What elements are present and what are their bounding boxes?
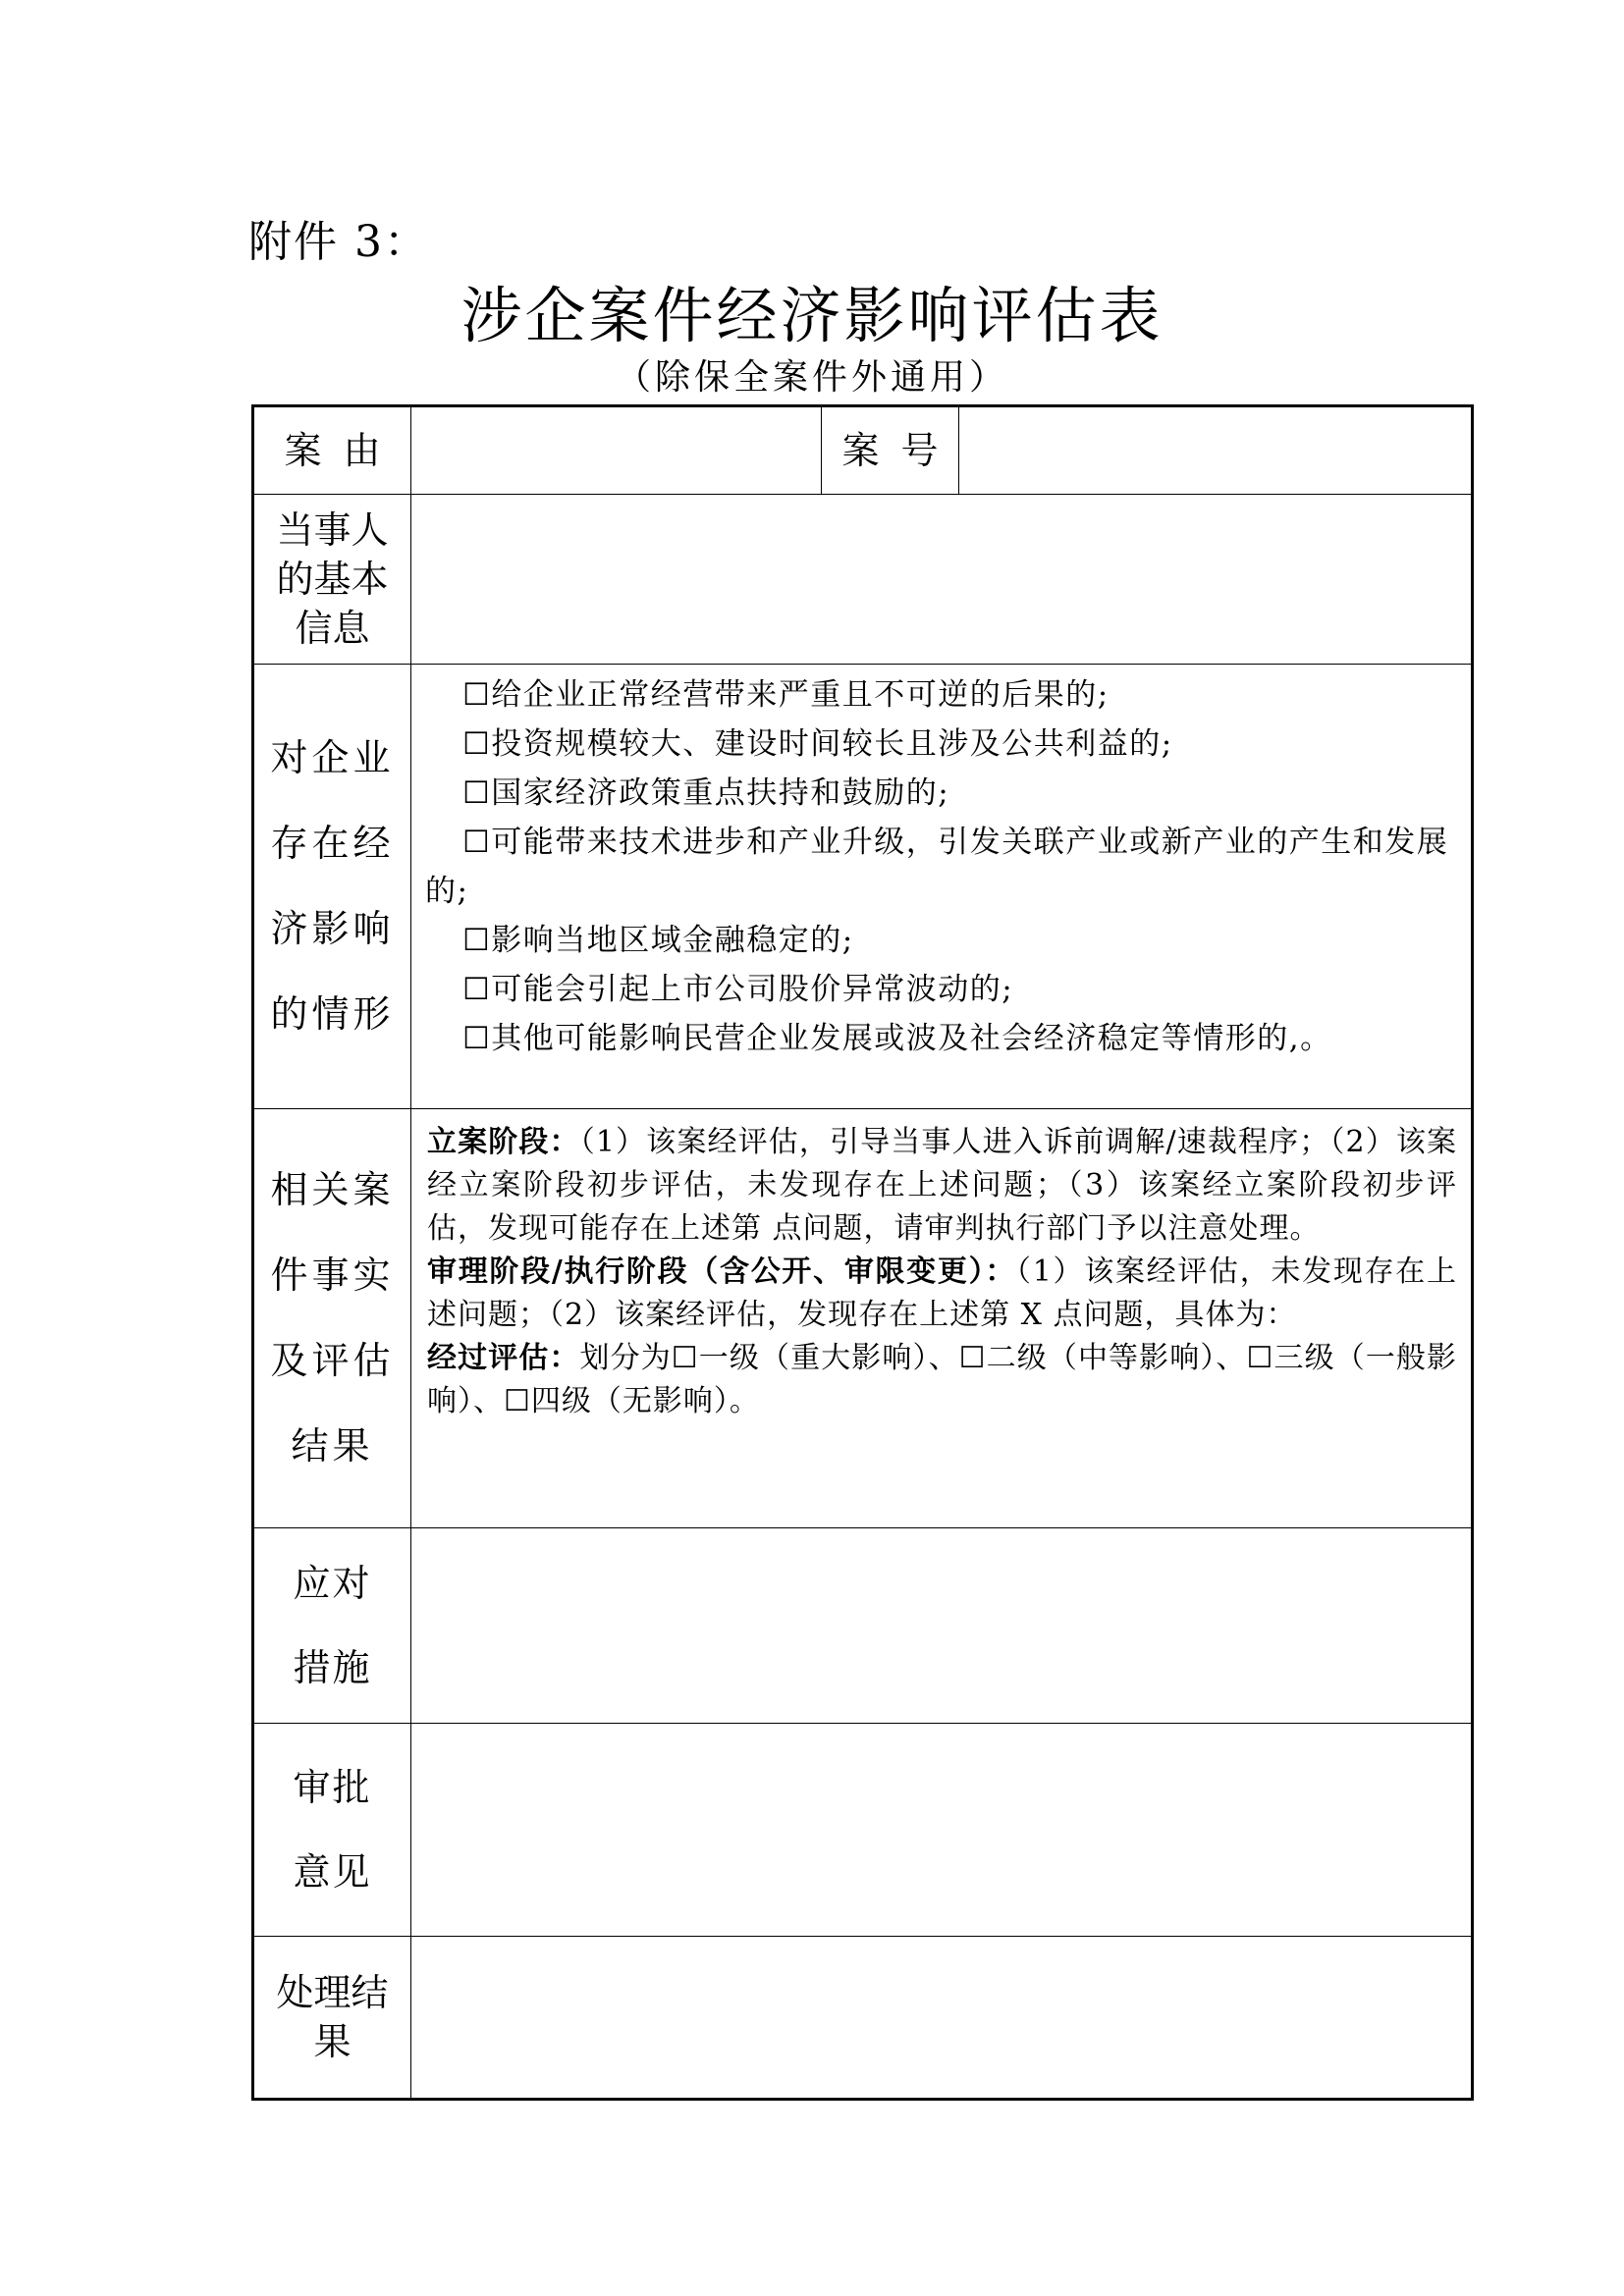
impact-item-checkbox[interactable]: ☐可能带来技术进步和产业升级，引发关联产业或新产业的产生和发展的; [425, 825, 1449, 909]
approval-label-cell [253, 1723, 411, 1937]
filing-stage-label: 立案阶段： [427, 1125, 580, 1159]
party-info-label: 当事人的基本信息 [276, 508, 389, 650]
party-info-field[interactable] [410, 494, 1472, 665]
approval-label: 审批意见 [293, 1766, 372, 1894]
trial-stage-label: 审理阶段/执行阶段（含公开、审限变更）： [427, 1255, 1017, 1289]
impact-item-checkbox[interactable]: ☐其他可能影响民营企业发展或波及社会经济稳定等情形的,。 [462, 1021, 1332, 1056]
case-number-label: 案号 [841, 429, 960, 472]
result-field[interactable] [410, 1936, 1472, 2099]
trial-stage-paragraph [427, 1251, 1457, 1337]
party-info-label-cell [253, 494, 411, 665]
evaluation-text: 划分为☐一级（重大影响）、☐二级（中等影响）、☐三级（一般影响）、☐四级（无影响）。 [427, 1341, 1458, 1418]
measures-label: 应对措施 [293, 1562, 372, 1689]
impact-label: 对企业存在经济影响的情形 [270, 736, 395, 1036]
case-number-field[interactable] [958, 406, 1472, 495]
facts-label-cell [253, 1108, 411, 1528]
case-cause-label: 案由 [284, 429, 403, 472]
case-number-label-cell [821, 406, 959, 495]
impact-item-checkbox[interactable]: ☐国家经济政策重点扶持和鼓励的; [462, 775, 950, 811]
impact-item-checkbox[interactable]: ☐投资规模较大、建设时间较长且涉及公共利益的; [462, 726, 1173, 762]
facts-results-cell [410, 1108, 1472, 1528]
filing-stage-paragraph [427, 1121, 1457, 1251]
case-cause-field[interactable] [410, 406, 822, 495]
filing-stage-text: （1）该案经评估，引导当事人进入诉前调解/速裁程序；（2）该案经立案阶段初步评估，未发现存在上述问题；（3）该案经立案阶段初步评估，发现可能存在上述第 点问题，请审判执行部门予以注意处理。 [427, 1125, 1458, 1246]
result-label-cell [253, 1936, 411, 2099]
result-label: 处理结果 [276, 1971, 389, 2063]
impact-items-cell [410, 664, 1472, 1109]
impact-item-checkbox[interactable]: ☐给企业正常经营带来严重且不可逆的后果的; [462, 677, 1110, 713]
measures-field[interactable] [410, 1527, 1472, 1724]
case-cause-label-cell [253, 406, 411, 495]
approval-field[interactable] [410, 1723, 1472, 1937]
facts-label: 相关案件事实及评估结果 [270, 1168, 395, 1468]
impact-label-cell [253, 664, 411, 1109]
evaluation-form-table [251, 404, 1474, 2101]
page-subtitle: （除保全案件外通用） [615, 357, 1008, 398]
measures-label-cell [253, 1527, 411, 1724]
trial-stage-text: （1）该案经评估，未发现存在上述问题；（2）该案经评估，发现存在上述第 X 点问题，具体为： [427, 1255, 1457, 1332]
page-title: 涉企案件经济影响评估表 [460, 280, 1164, 351]
impact-item-checkbox[interactable]: ☐可能会引起上市公司股价异常波动的; [462, 972, 1014, 1007]
impact-item-checkbox[interactable]: ☐影响当地区域金融稳定的; [462, 923, 854, 958]
attachment-label: 附件 3： [248, 217, 429, 267]
evaluation-paragraph [427, 1337, 1457, 1423]
evaluation-label: 经过评估： [427, 1341, 580, 1375]
